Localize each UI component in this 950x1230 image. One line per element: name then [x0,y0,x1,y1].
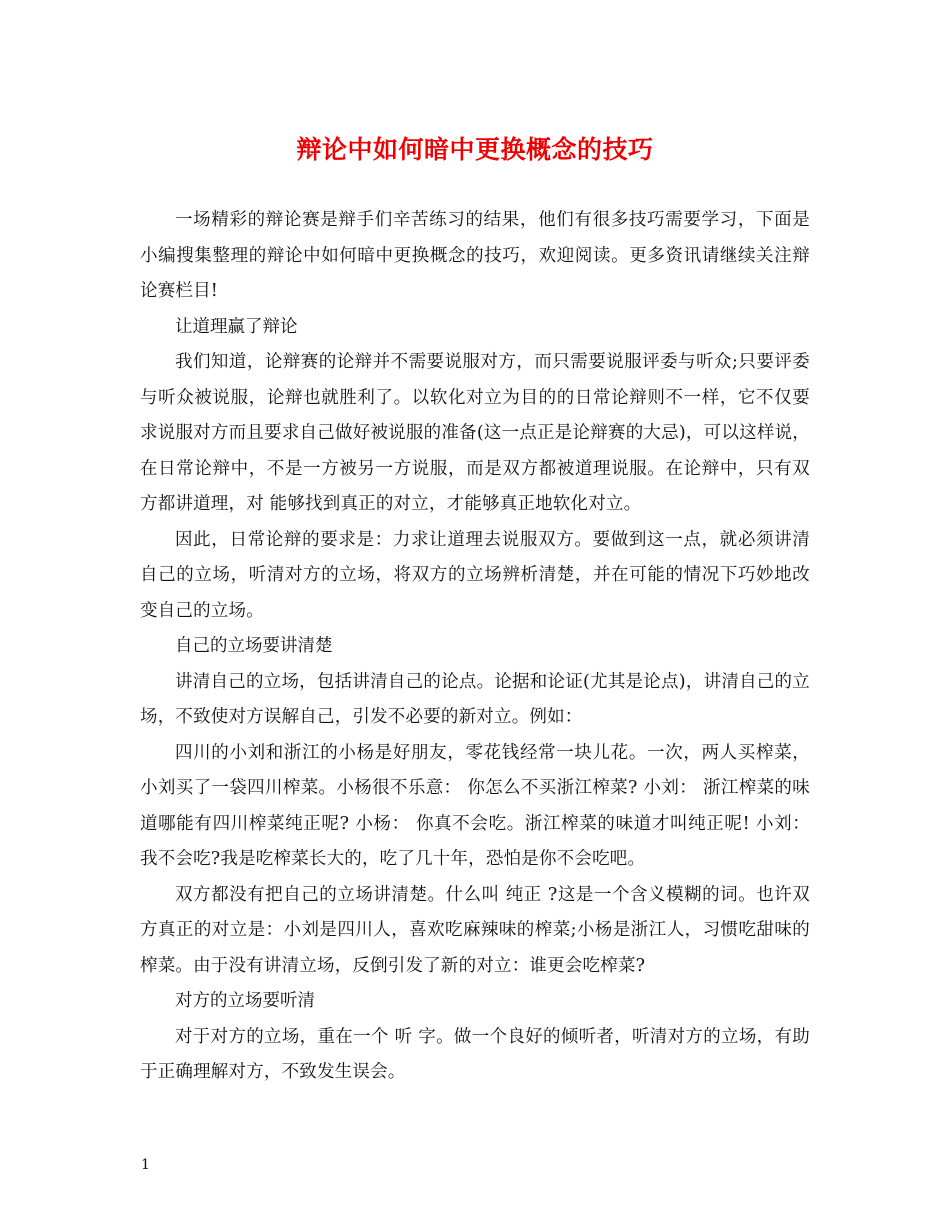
section-heading-state-position: 自己的立场要讲清楚 [175,636,333,656]
document-title: 辩论中如何暗中更换概念的技巧 [296,135,654,164]
paragraph-pickle-analysis: 双方都没有把自己的立场讲清楚。什么叫 纯正 ?这是一个含义模糊的词。也许双方真正的对立是：小刘是四川人，喜欢吃麻辣味的榨菜;小杨是浙江人，习惯吃甜味的榨菜。由于没有讲清立场，反倒引发了新的对立：谁更会吃榨菜? [140,884,810,976]
document-body [140,203,810,1091]
paragraph-debate-persuasion: 我们知道，论辩赛的论辩并不需要说服对方，而只需要说服评委与听众;只要评委与听众被说服，论辩也就胜利了。以软化对立为目的的日常论辩则不一样，它不仅要求说服对方而且要求自己做好被说服的准备(这一点正是论辩赛的大忌)，可以这样说，在日常论辩中，不是一方被另一方说服，而是双方都被道理说服。在论辩中，只有双方都讲道理，对 能够找到真正的对立，才能够真正地软化对立。 [140,352,810,514]
section-heading-reason-wins: 让道理赢了辩论 [175,316,298,337]
paragraph-pickle-example: 四川的小刘和浙江的小杨是好朋友，零花钱经常一块儿花。一次，两人买榨菜，小刘买了一袋四川榨菜。小杨很不乐意： 你怎么不买浙江榨菜? 小刘： 浙江榨菜的味道哪能有四川榨菜纯正呢? 小杨： 你真不会吃。浙江榨菜的味道才叫纯正呢! 小刘： 我不会吃?我是吃榨菜长大的，吃了几十年，恐怕是你不会吃吧。 [140,742,810,869]
page-number: 1 [141,1157,150,1173]
paragraph-listen-position: 对于对方的立场，重在一个 听 字。做一个良好的倾听者，听清对方的立场，有助于正确理解对方，不致发生误会。 [140,1026,810,1082]
paragraph-state-position: 讲清自己的立场，包括讲清自己的论点。论据和论证(尤其是论点)，讲清自己的立场，不致使对方误解自己，引发不必要的新对立。例如： [140,671,810,727]
paragraph-intro: 一场精彩的辩论赛是辩手们辛苦练习的结果，他们有很多技巧需要学习，下面是小编搜集整理的辩论中如何暗中更换概念的技巧，欢迎阅读。更多资讯请继续关注辩论赛栏目! [140,210,810,301]
paragraph-daily-debate-requirement: 因此，日常论辩的要求是：力求让道理去说服双方。要做到这一点，就必须讲清自己的立场，听清对方的立场，将双方的立场辨析清楚，并在可能的情况下巧妙地改变自己的立场。 [140,529,810,621]
section-heading-listen-position: 对方的立场要听清 [175,991,315,1011]
